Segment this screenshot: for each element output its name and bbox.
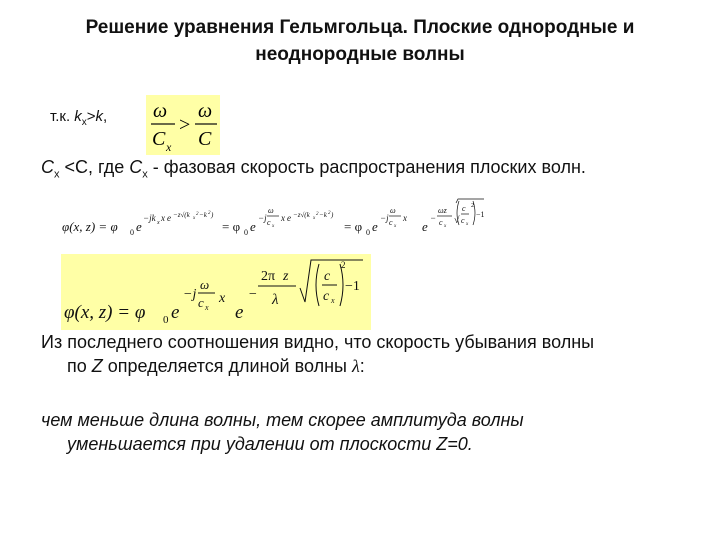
cx-symbol-2: C [129, 157, 143, 177]
svg-text:φ(x, z) = φ: φ(x, z) = φ [62, 219, 118, 234]
svg-text:e: e [136, 219, 142, 234]
svg-text:): ) [331, 211, 334, 219]
svg-text:−1: −1 [476, 210, 485, 219]
svg-text:ω: ω [268, 206, 274, 215]
phase-mid-text: <C, где [59, 157, 130, 177]
ineq-operator: > [179, 114, 191, 136]
wave-equation-chain [62, 195, 572, 241]
svg-text:e: e [250, 219, 256, 234]
svg-text:x: x [466, 222, 469, 227]
svg-text:x: x [281, 213, 285, 223]
cx-symbol: C [41, 157, 54, 177]
svg-text:ωz: ωz [438, 206, 447, 215]
svg-text:z: z [283, 269, 289, 284]
svg-text:= φ: = φ [344, 219, 363, 234]
svg-text:−: − [248, 287, 258, 302]
z-axis-symbol: Z [91, 356, 103, 376]
paragraph1-first-line: Из последнего соотношения видно, что скорость убывания волны [41, 332, 595, 352]
c-right: C [198, 128, 212, 150]
svg-text:0: 0 [130, 228, 134, 237]
paragraph-speed-decay [41, 330, 681, 378]
svg-text:2π: 2π [261, 269, 276, 284]
svg-text:c: c [439, 218, 443, 227]
svg-text:c: c [198, 295, 204, 310]
cx-left-sub: x [166, 140, 172, 154]
svg-text:e: e [171, 302, 180, 323]
svg-text:x: x [205, 303, 209, 312]
svg-text:2: 2 [341, 260, 346, 270]
paragraph2-second-line: уменьшается при удалении от плоскости Z=0. [67, 434, 473, 454]
kx-subscript: x [81, 117, 87, 128]
svg-text:ω: ω [200, 277, 210, 292]
condition-text [50, 108, 107, 128]
svg-text:x: x [193, 216, 196, 221]
svg-text:x: x [272, 224, 275, 229]
svg-text:= φ: = φ [222, 219, 241, 234]
p1-defined-by: определяется длиной волны [102, 356, 352, 376]
svg-text:x: x [313, 216, 316, 221]
svg-text:0: 0 [244, 228, 248, 237]
svg-text:x: x [219, 291, 226, 306]
final-wave-formula [61, 254, 371, 330]
svg-text:c: c [323, 289, 330, 304]
svg-text:−j: −j [380, 213, 389, 223]
svg-text:x: x [157, 220, 160, 226]
svg-text:2: 2 [316, 212, 319, 217]
svg-text:−z√(k: −z√(k [173, 211, 190, 219]
svg-text:c: c [462, 204, 466, 213]
svg-text:ω: ω [390, 206, 396, 215]
svg-text:x: x [331, 296, 335, 305]
svg-text:e: e [235, 302, 244, 323]
svg-text:2: 2 [471, 203, 474, 209]
phase-rest-text: - фазовая скорость распространения плоских волн. [147, 157, 586, 177]
phase-velocity-line [41, 157, 586, 181]
svg-text:e: e [287, 213, 291, 223]
svg-text:c: c [461, 216, 465, 225]
svg-text:−k: −k [319, 211, 327, 219]
svg-text:e: e [422, 219, 428, 234]
svg-text:−j: −j [183, 287, 197, 302]
k-symbol: k [95, 108, 104, 125]
svg-text:−jk: −jk [143, 213, 156, 223]
cx-sub-2: x [142, 168, 148, 181]
svg-text:x: x [403, 213, 407, 223]
svg-text:−1: −1 [345, 279, 360, 294]
svg-text:e: e [372, 219, 378, 234]
svg-text:2: 2 [196, 212, 199, 217]
omega-left: ω [153, 100, 168, 122]
svg-text:x: x [444, 224, 447, 229]
cx-sub: x [54, 168, 60, 181]
svg-text:−k: −k [199, 211, 207, 219]
svg-text:−: − [430, 213, 437, 223]
svg-text:c: c [267, 218, 271, 227]
svg-text:λ: λ [272, 292, 279, 308]
kx-symbol: k [74, 108, 82, 125]
svg-text:2: 2 [208, 211, 211, 216]
svg-text:2: 2 [328, 211, 331, 216]
p1-colon: : [359, 356, 365, 376]
svg-text:−z√(k: −z√(k [293, 211, 310, 219]
svg-text:c: c [389, 218, 393, 227]
svg-text:−j: −j [258, 213, 267, 223]
greater-sign: > [86, 108, 96, 125]
inequality-formula [146, 95, 220, 155]
paragraph1-second-line [41, 354, 681, 378]
p1-by: по [67, 356, 92, 376]
cx-left: C [152, 128, 166, 150]
lambda-symbol: λ [351, 356, 360, 376]
svg-text:e: e [167, 213, 171, 223]
omega-right: ω [198, 100, 213, 122]
paragraph-conclusion [41, 408, 681, 456]
condition-prefix: т.к. [50, 108, 75, 125]
svg-text:): ) [211, 211, 214, 219]
svg-text:√: √ [454, 215, 460, 226]
paragraph2-first-line: чем меньше длина волны, тем скорее амплитуда волны [41, 410, 524, 430]
svg-text:x: x [161, 213, 165, 223]
svg-text:φ(x, z) = φ: φ(x, z) = φ [64, 302, 146, 323]
condition-comma: , [103, 108, 108, 125]
slide-title: Решение уравнения Гельмгольца. Плоские однородные и неоднородные волны [85, 17, 635, 65]
svg-text:0: 0 [366, 228, 370, 237]
svg-text:c: c [324, 269, 331, 284]
svg-text:0: 0 [163, 314, 169, 326]
svg-text:x: x [394, 224, 397, 229]
